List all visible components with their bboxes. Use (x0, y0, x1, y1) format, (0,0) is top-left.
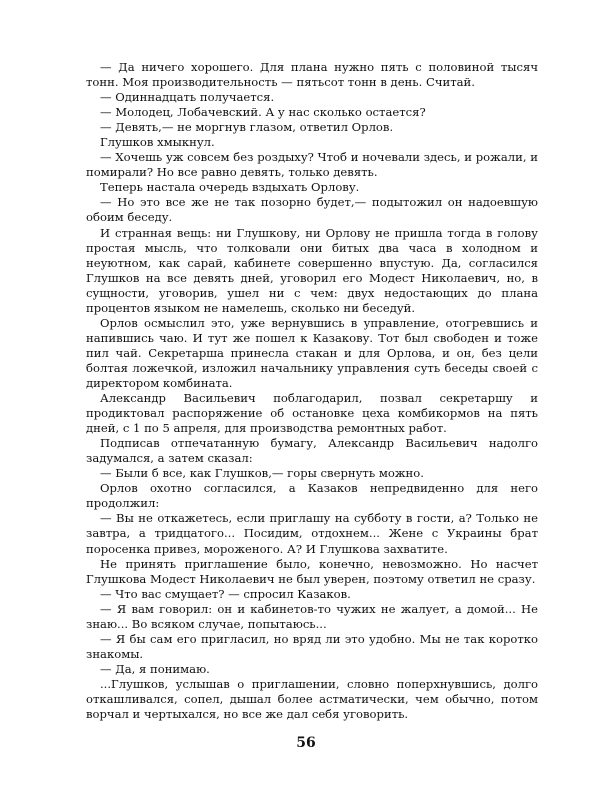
page-text-body (86, 60, 538, 722)
paragraph: Не принять приглашение было, конечно, невозможно. Но насчет Глушкова Модест Николаевич не был уверен, поэтому ответил не сразу. (86, 556, 538, 586)
page-number: 56 (296, 735, 316, 751)
paragraph: — Одиннадцать получается. (100, 90, 275, 105)
paragraph: — Что вас смущает? — спросил Казаков. (100, 586, 351, 601)
paragraph: — Но это все же не так позорно будет,— подытожил он надоевшую обоим беседу. (86, 195, 538, 225)
paragraph: — Были б все, как Глушков,— горы свернуть можно. (100, 466, 424, 481)
paragraph: — Вы не откажетесь, если приглашу на субботу в гости, а? Только не завтра, а тридцатого... Посидим, отдохнем... Жене с Украины брат поросенка привез, мороженого. А? И Глушкова захватите. (86, 511, 538, 556)
paragraph: Орлов осмыслил это, уже вернувшись в управление, отогревшись и напившись чаю. И тут же пошел к Казакову. Тот был свободен и тоже пил чай. Секретарша принесла стакан и для Орлова, и он, без цели болтая ложечкой, изложил начальнику управления суть беседы своей с директором комбината. (86, 315, 538, 390)
paragraph: Подписав отпечатанную бумагу, Александр Васильевич надолго задумался, а затем сказал: (86, 436, 538, 466)
paragraph: — Я бы сам его пригласил, но вряд ли это удобно. Мы не так коротко знакомы. (86, 631, 538, 661)
paragraph: Александр Васильевич поблагодарил, позвал секретаршу и продиктовал распоряжение об остановке цеха комбикормов на пять дней, с 1 по 5 апреля, для производства ремонтных работ. (86, 391, 538, 436)
paragraph: ...Глушков, услышав о приглашении, словно поперхнувшись, долго откашливался, сопел, дышал более астматически, чем обычно, потом ворчал и чертыхался, но все же дал себя уговорить. (86, 676, 538, 722)
paragraph: — Да ничего хорошего. Для плана нужно пять с половиной тысяч тонн. Моя производительность — пятьсот тонн в день. Считай. (86, 60, 538, 90)
paragraph: Орлов охотно согласился, а Казаков непредвиденно для него продолжил: (86, 481, 538, 511)
paragraph: — Я вам говорил: он и кабинетов-то чужих не жалует, а домой... Не знаю... Во всяком случае, попытаюсь... (86, 601, 538, 631)
paragraph: И странная вещь: ни Глушкову, ни Орлову не пришла тогда в голову простая мысль, что толковали они битых два часа в холодном и неуютном, как сарай, кабинете совершенно впустую. Да, согласился Глушков на все девять дней, уговорил его Модест Николаевич, но, в сущности, уговорив, ушел ни с чем: двух недостающих до плана процентов языком не намелешь, сколько ни беседуй. (86, 225, 538, 315)
paragraph: Теперь настала очередь вздыхать Орлову. (100, 180, 360, 195)
paragraph: — Девять,— не моргнув глазом, ответил Орлов. (100, 120, 394, 135)
paragraph: Глушков хмыкнул. (100, 135, 215, 150)
paragraph: — Хочешь уж совсем без роздыху? Чтоб и ночевали здесь, и рожали, и помирали? Но все равно девять, только девять. (86, 150, 538, 180)
paragraph: — Молодец, Лобачевский. А у нас сколько остается? (100, 105, 426, 120)
paragraph: — Да, я понимаю. (100, 661, 210, 676)
